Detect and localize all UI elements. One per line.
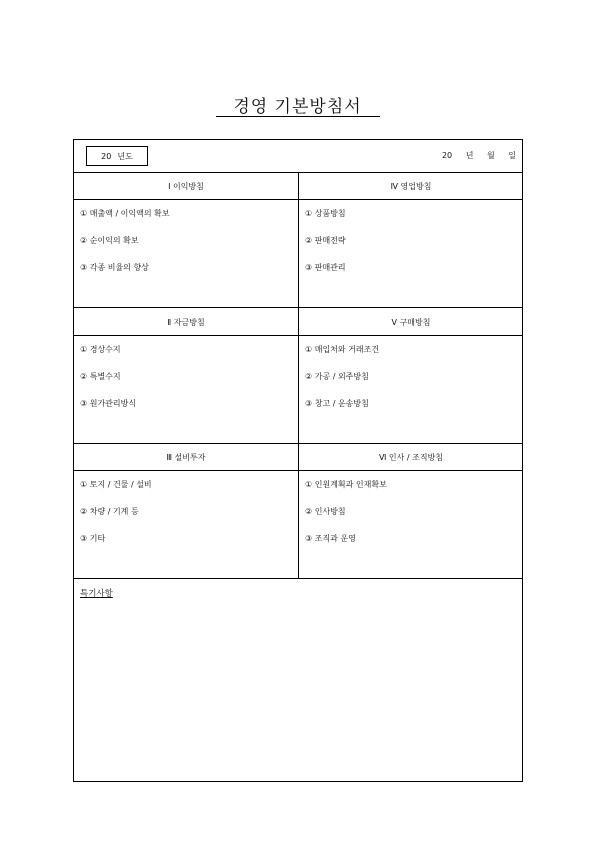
section-item: ② 인사방침 xyxy=(305,507,346,516)
section-heading: Ⅴ 구매방침 xyxy=(391,318,431,327)
date-field xyxy=(431,150,516,161)
year-prefix: 20 xyxy=(101,151,112,161)
section-heading: Ⅳ 영업방침 xyxy=(390,182,432,191)
fiscal-year-box xyxy=(86,146,148,166)
title-underline xyxy=(216,116,380,117)
section-item: ① 매출액 / 이익액의 확보 xyxy=(80,209,170,218)
section-item: ③ 원가관리방식 xyxy=(80,399,137,408)
section-heading: Ⅱ 자금방침 xyxy=(167,318,205,327)
section-item: ③ 기타 xyxy=(80,534,106,543)
section-heading: Ⅰ 이익방침 xyxy=(168,182,204,191)
section-item: ③ 창고 / 운송방침 xyxy=(305,399,369,408)
section-item: ① 상품방침 xyxy=(305,209,346,218)
section-heading: Ⅲ 설비투자 xyxy=(166,453,206,462)
date-year-prefix: 20 xyxy=(441,151,453,160)
section-item: ① 토지 / 건물 / 설비 xyxy=(80,480,152,489)
column-divider xyxy=(298,172,299,578)
section-item: ② 순이익의 확보 xyxy=(80,236,139,245)
policy-form xyxy=(73,139,523,782)
date-day-label: 일 xyxy=(508,151,516,160)
section-item: ① 경상수지 xyxy=(80,345,121,354)
section-item: ① 인원계획과 인재확보 xyxy=(305,480,387,489)
section-item: ③ 각종 비율의 향상 xyxy=(80,263,149,272)
year-suffix: 년도 xyxy=(117,151,133,161)
section-item: ③ 판매관리 xyxy=(305,263,346,272)
section-item: ② 차량 / 기계 등 xyxy=(80,507,139,516)
section-item: ② 판매전략 xyxy=(305,236,346,245)
special-notes-label: 특기사항 xyxy=(80,589,113,599)
section-item: ③ 조직과 운영 xyxy=(305,534,356,543)
date-month-label: 월 xyxy=(486,151,495,160)
section-item: ② 가공 / 외주방침 xyxy=(305,372,369,381)
section-item: ② 특별수지 xyxy=(80,372,121,381)
section-item: ① 매입처와 거래조건 xyxy=(305,345,380,354)
section-heading: Ⅵ 인사 / 조직방침 xyxy=(378,453,444,462)
date-year-label: 년 xyxy=(465,151,474,160)
document-title: 경영 기본방침서 xyxy=(233,97,362,117)
divider xyxy=(74,578,522,579)
